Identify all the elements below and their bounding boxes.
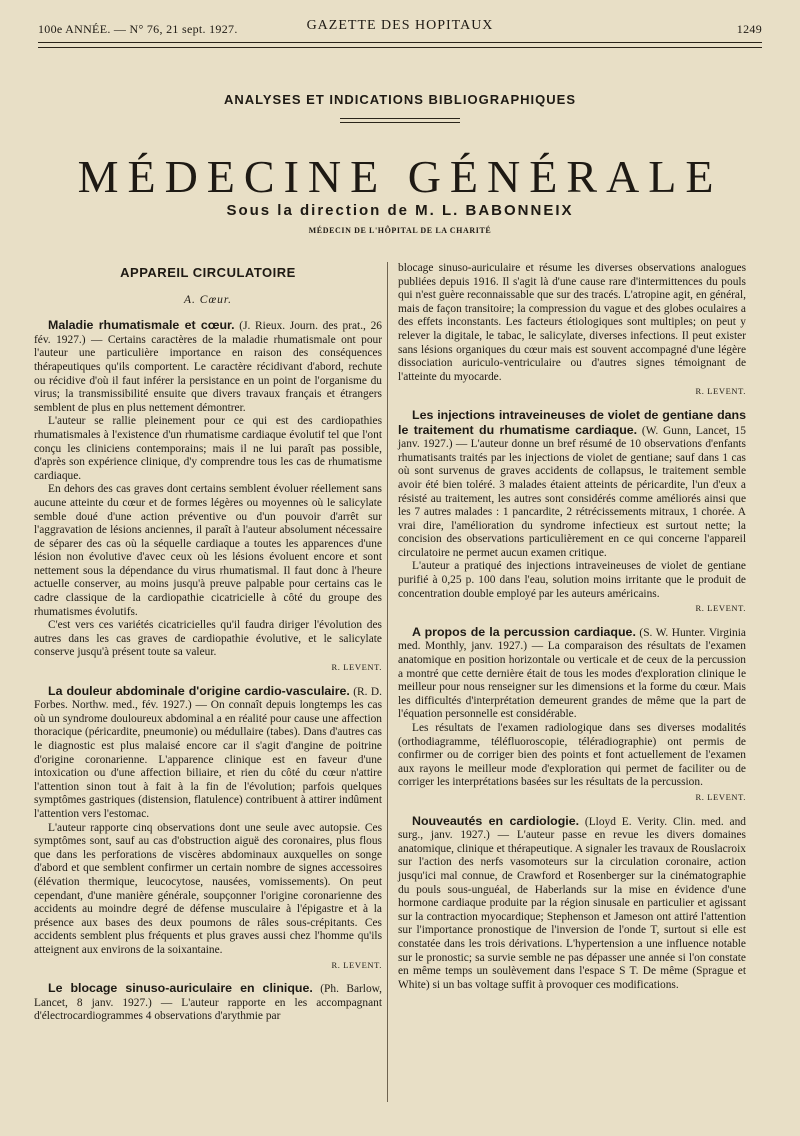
article-gentian-violet <box>398 409 746 616</box>
article-paragraph <box>398 626 746 722</box>
page-number: 1249 <box>736 22 762 36</box>
article-paragraph <box>398 409 746 561</box>
article-title: Les injections intraveineuses de violet de gentiane dans le traitement du rhumatisme cardiaque. <box>398 407 746 437</box>
author-signature: R. LEVENT. <box>695 386 746 397</box>
issue-info: 100e ANNÉE. — N° 76, 21 sept. 1927. <box>38 22 238 36</box>
column-heading: APPAREIL CIRCULATOIRE <box>120 265 296 280</box>
article-title: Le blocage sinuso-auriculaire en clinique. <box>48 981 313 996</box>
journal-title: GAZETTE DES HOPITAUX <box>306 18 494 33</box>
article-cardiology-news <box>398 815 746 993</box>
left-column <box>34 262 382 1034</box>
article-paragraph: L'auteur a pratiqué des injections intraveineuses de violet de gentiane purifié à 0,25 p. 100 dans l'eau, solution moins irritante que le produit de concentration double employé par les auteurs américains. <box>398 560 746 600</box>
article-paragraph: Les résultats de l'examen radiologique dans ses diverses modalités (orthodiagramme, téléfluoroscopie, téléradiographie) ont permis de confirmer ou de corriger bien des points et font actuellement de l'examen aux rayons le meilleur mode d'exploration qui permet de faciliter ou de corriger les interprétations basées sur les résultats de la percussion. <box>398 722 746 789</box>
article-text: (Ph. Barlow, Lancet, 8 janv. 1927.) — L'auteur rapporte en les accompagnant d'électrocardiogrammes 4 observations d'arythmie par <box>34 983 382 1023</box>
article-text: (Lloyd E. Verity. Clin. med. and surg., janv. 1927.) — L'auteur passe en revue les divers domaines anatomique, clinique et thérapeutique. A signaler les travaux de Rouslacroix sur l'action des nerfs vasomoteurs sur la circulation coronaire, action jusqu'ici mal connue, de Crawford et Rosenberger sur la cinématographie du pouls sous-unguéal, de Haberlands sur la mise en évidence d'une hormone cardiaque produite par la région sinusale en particulier et agissant sur la contraction myocardique; Stephenson et Jameson ont attiré l'attention sur l'importance pronostique de l'inversion de l'onde T, surtout si elle est constatée dans les trois dérivations. L'hypertension a une influence notable sur le pronostic; sa survie semble ne pas dépasser une année si l'on constate en même temps un soulèvement dans l'espace S T. De même (Sprague et White) si un bas voltage suffit à provoquer ces modifications. <box>398 815 746 991</box>
article-title: La douleur abdominale d'origine cardio-vasculaire. <box>48 683 350 698</box>
article-abdominal-pain <box>34 685 382 972</box>
article-paragraph: L'auteur rapporte cinq observations dont une seule avec autopsie. Ces symptômes sont, sauf au cas d'obstruction aiguë des coronaires, plus flous que dans les perforations de viscères abdominaux auxquelles on songe d'abord et que semblent confirmer un certain nombre de signes accessoires (élévation thermique, leucocytose, nausées, vomissements). On peut cependant, d'une manière générale, soupçonner l'origine coronarienne des accidents au moindre degré de défense musculaire à l'épigastre et à la présence aux bases des deux poumons de râles sous-crépitants. Ces accidents semblent plus fréquents et plus graves aussi chez l'homme qu'ils atteignent aux environs de la soixantaine. <box>34 821 382 956</box>
article-title: Maladie rhumatismale et cœur. <box>48 318 235 333</box>
main-title: MÉDECINE GÉNÉRALE <box>77 151 723 202</box>
right-column <box>398 262 746 1002</box>
article-paragraph: blocage sinuso-auriculaire et résume les diverses observations analogues publiées depuis 1916. Il s'agit là d'une cause rare d'intermittences du pouls qui n'est guère reconnaissable que sur des tracés. L'atropine agit, en général, mais de façon transitoire; la compression du vague et des globes oculaires a des effets inconstants. Les facteurs étiologiques sont multiples; on peut y relever la digitale, le tabac, le salicylate, diverses infections. Il peut exister sans lésions organiques du cœur mais est souvent accompagné d'une légère dissociation auriculo-ventriculaire ou d'autres signes témoignant de l'atteinte du myocarde. <box>398 262 746 383</box>
subsection-heading: A. Cœur. <box>184 293 232 306</box>
column-divider <box>387 262 388 1102</box>
running-head <box>38 18 762 40</box>
article-percussion <box>398 626 746 805</box>
article-rheumatism <box>34 319 382 674</box>
article-paragraph <box>34 982 382 1024</box>
article-text: (S. W. Hunter. Virginia med. Monthly, janv. 1927.) — La comparaison des résultats de l'examen anatomique en position horizontale ou verticale et de ceux de la percussion a montré que cette dernière était de tous les modes d'exploration clinique le meilleur pour nous renseigner sur les dimensions et la forme du cœur. Mais les difficultés d'interprétation demeurent grandes de même que la part de l'équation personnelle est considérable. <box>398 626 746 721</box>
article-paragraph: C'est vers ces variétés cicatricielles qu'il faudra diriger l'évolution des autres dans les cas graves de cardiopathie évolutive, et le salicylate conserve jusqu'à présent toute sa valeur. <box>34 619 382 659</box>
author-signature: R. LEVENT. <box>695 791 746 802</box>
article-text: (J. Rieux. Journ. des prat., 26 fév. 1927.) — Certains caractères de la maladie rhumatismale ont pour l'auteur une particulière importance en raison des conséquences thérapeutiques qu'ils comportent. Le caractère récidivant d'abord, rechute ou récidive d'où il faut inférer la persistance en un point de l'organisme du virus; la transmissibilité ensuite que divers travaux français et étrangers semblent de plus en plus nettement démontrer. <box>34 320 382 414</box>
header-rule <box>38 42 762 48</box>
article-text: (R. D. Forbes. Northw. med., fév. 1927.) — On connaît depuis longtemps les cas où un syndrome douloureux abdominal a en réalité pour cause une affection thoracique (péricardite, pneumonie) ou médullaire (tabes). Dans d'autres cas le diagnostic est plus malaisé encore car il s'agit d'angine de poitrine d'origine coronarienne. L'apparence clinique est en faveur d'une intoxication ou d'une affection biliaire, et rien du côté du cœur n'attire l'attention sinon tout à fait à la fin de l'évolution; parfois quelques symptômes gastriques (distension, flatulence) contribuent à attirer indûment l'attention vers l'estomac. <box>34 685 382 820</box>
article-paragraph <box>34 319 382 415</box>
section-title: ANALYSES ET INDICATIONS BIBLIOGRAPHIQUES <box>223 92 577 107</box>
article-sinus-block <box>34 982 382 1024</box>
byline: Sous la direction de M. L. BABONNEIX <box>226 202 574 219</box>
article-paragraph: En dehors des cas graves dont certains semblent évoluer réellement sans aucune atteinte du cœur et de formes légères ou moyennes où le salicylate semble doué d'une action préventive ou d'un pouvoir d'arrêt sur l'aggravation de lésions anciennes, il paraît à l'auteur absolument nécessaire de séparer des cas où la séquelle cardiaque a toutes les apparences d'une lésion non évolutive d'avec ceux où les lésions évoluent encore et sont nettement sous la dépendance du virus rhumatismal. Il faut donc à l'heure actuelle conserver, au moins jusqu'à preuve palpable pour certains cas le cadre classique de la cardiopathie cicatricielle à côté du groupe des rhumatismes évolutifs. <box>34 483 382 618</box>
ornament-rule <box>340 118 460 123</box>
article-paragraph <box>34 685 382 822</box>
author-signature: R. LEVENT. <box>331 959 382 970</box>
article-title: Nouveautés en cardiologie. <box>412 813 580 828</box>
author-signature: R. LEVENT. <box>695 603 746 614</box>
affiliation: MÉDECIN DE L'HÔPITAL DE LA CHARITÉ <box>308 226 492 235</box>
article-text: (W. Gunn, Lancet, 15 janv. 1927.) — L'auteur donne un bref résumé de 10 observations d'enfants rhumatisants traités par les injections de violet de gentiane; sauf dans 1 cas où sont survenus de graves accidents de collapsus, le traitement semble avoir été bien toléré. 3 malades étaient atteints de péricardite, l'un d'eux a résisté au traitement, les autres sont considérés comme améliorés ainsi que les 7 autres malades : 1 pancardite, 2 rétrécissements mitraux, 1 chorée. A vrai dire, l'amélioration du syndrome infectieux est surtout nette; la concision des observations particulièrement en ce qui concerne l'appareil circulatoire ne permet aucun examen critique. <box>398 424 746 559</box>
author-signature: R. LEVENT. <box>331 662 382 673</box>
article-paragraph: L'auteur se rallie pleinement pour ce qui est des cardiopathies rhumatismales à l'existence d'un rhumatisme cardiaque évolutif tel que l'ont conçu les cliniciens contemporains; mais il ne lui paraît pas possible, d'après son expérience clinique, d'y comprendre tous les cas de rhumatisme cardiaque. <box>34 415 382 482</box>
article-title: A propos de la percussion cardiaque. <box>412 624 636 639</box>
article-paragraph <box>398 815 746 993</box>
article-sinus-block-continued <box>398 262 746 399</box>
